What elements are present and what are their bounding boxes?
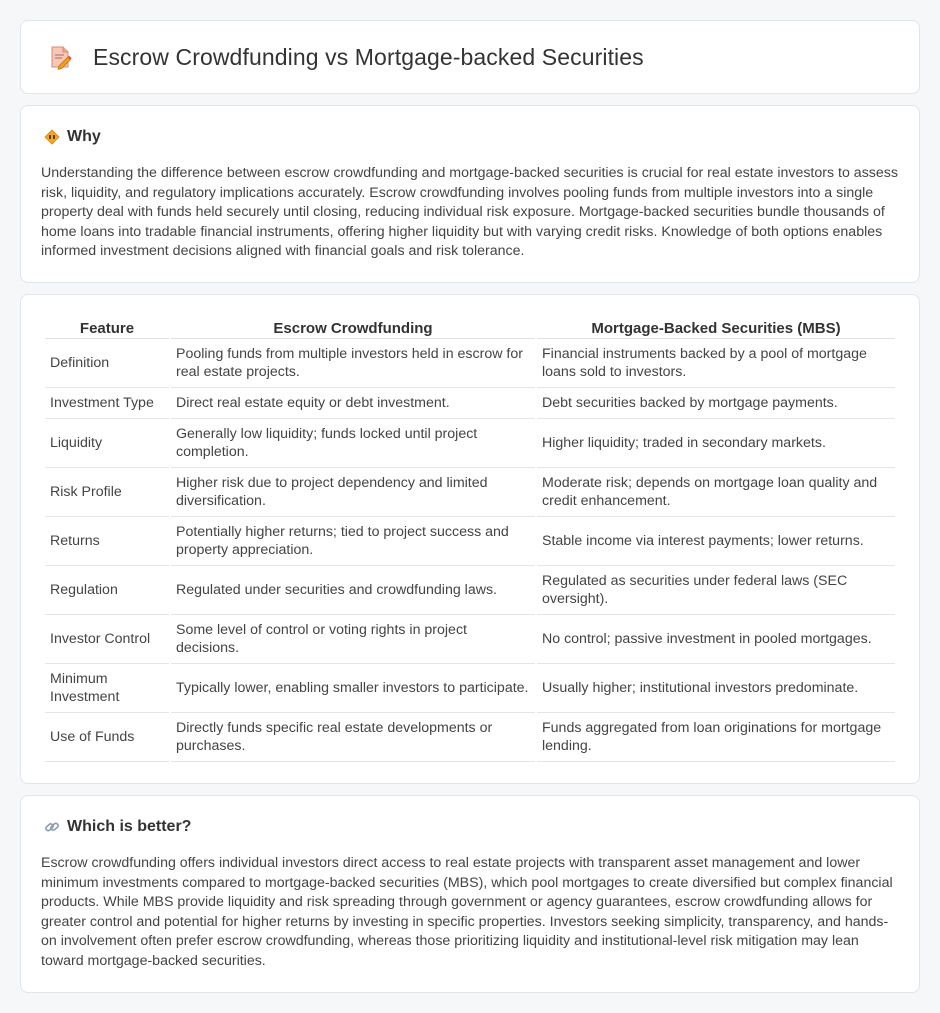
page-title: Escrow Crowdfunding vs Mortgage-backed Securities [93, 43, 644, 70]
table-row [45, 468, 895, 517]
mbs-cell: Funds aggregated from loan originations for mortgage lending. [537, 713, 895, 762]
escrow-cell: Typically lower, enabling smaller investors to participate. [171, 664, 535, 713]
feature-cell: Risk Profile [45, 468, 169, 517]
table-row [45, 419, 895, 468]
mbs-cell: Usually higher; institutional investors predominate. [537, 664, 895, 713]
mbs-cell: Higher liquidity; traded in secondary markets. [537, 419, 895, 468]
comparison-table [43, 313, 897, 762]
mbs-cell: Moderate risk; depends on mortgage loan quality and credit enhancement. [537, 468, 895, 517]
feature-cell: Liquidity [45, 419, 169, 468]
why-text: Understanding the difference between escrow crowdfunding and mortgage-backed securities is crucial for real estate investors to assess risk, liquidity, and regulatory implications accurately. Escrow crowdfunding involves pooling funds from multiple investors into a single property deal with funds held securely until closing, reducing individual risk exposure. Mortgage-backed securities bundle thousands of home loans into tradable financial instruments, offering higher liquidity but with varying credit risks. Knowledge of both options enables informed investment decisions aligned with financial goals and risk tolerance. [41, 165, 898, 260]
escrow-cell: Some level of control or voting rights in project decisions. [171, 615, 535, 664]
better-text: Escrow crowdfunding offers individual investors direct access to real estate projects with transparent asset management and lower minimum investments compared to mortgage-backed securities (MBS), which pool mortgages to create diversified but complex financial products. While MBS provide liquidity and risk spreading through government or agency guarantees, escrow crowdfunding allows for greater control and potential for higher returns by investing in specific properties. Investors seeking simplicity, transparency, and hands-on involvement often prefer escrow crowdfunding, whereas those prioritizing liquidity and institutional-level risk mitigation may lean toward mortgage-backed securities. [41, 855, 893, 969]
header-feature: Feature [45, 313, 169, 339]
table-row [45, 517, 895, 566]
title-card [20, 20, 920, 94]
escrow-cell: Pooling funds from multiple investors held in escrow for real estate projects. [171, 339, 535, 388]
feature-cell: Use of Funds [45, 713, 169, 762]
escrow-cell: Regulated under securities and crowdfunding laws. [171, 566, 535, 615]
mbs-cell: Debt securities backed by mortgage payments. [537, 388, 895, 419]
feature-cell: Returns [45, 517, 169, 566]
escrow-cell: Direct real estate equity or debt investment. [171, 388, 535, 419]
header-mbs: Mortgage-Backed Securities (MBS) [537, 313, 895, 339]
diamond-warning-icon [43, 128, 61, 146]
feature-cell: Regulation [45, 566, 169, 615]
table-row [45, 615, 895, 664]
mbs-cell: Regulated as securities under federal laws (SEC oversight). [537, 566, 895, 615]
escrow-cell: Higher risk due to project dependency and limited diversification. [171, 468, 535, 517]
feature-cell: Definition [45, 339, 169, 388]
feature-cell: Investment Type [45, 388, 169, 419]
why-heading: Why [67, 128, 101, 145]
feature-cell: Minimum Investment [45, 664, 169, 713]
table-row [45, 388, 895, 419]
which-better-section [20, 795, 920, 993]
table-row [45, 713, 895, 762]
link-icon [43, 818, 61, 836]
feature-cell: Investor Control [45, 615, 169, 664]
comparison-card [20, 294, 920, 784]
document-pen-icon [45, 42, 75, 72]
table-row [45, 566, 895, 615]
why-section [20, 105, 920, 283]
mbs-cell: Stable income via interest payments; lower returns. [537, 517, 895, 566]
escrow-cell: Generally low liquidity; funds locked until project completion. [171, 419, 535, 468]
escrow-cell: Potentially higher returns; tied to project success and property appreciation. [171, 517, 535, 566]
mbs-cell: No control; passive investment in pooled mortgages. [537, 615, 895, 664]
mbs-cell: Financial instruments backed by a pool of mortgage loans sold to investors. [537, 339, 895, 388]
header-escrow: Escrow Crowdfunding [171, 313, 535, 339]
table-row [45, 339, 895, 388]
escrow-cell: Directly funds specific real estate developments or purchases. [171, 713, 535, 762]
better-heading: Which is better? [67, 818, 192, 835]
table-row [45, 664, 895, 713]
